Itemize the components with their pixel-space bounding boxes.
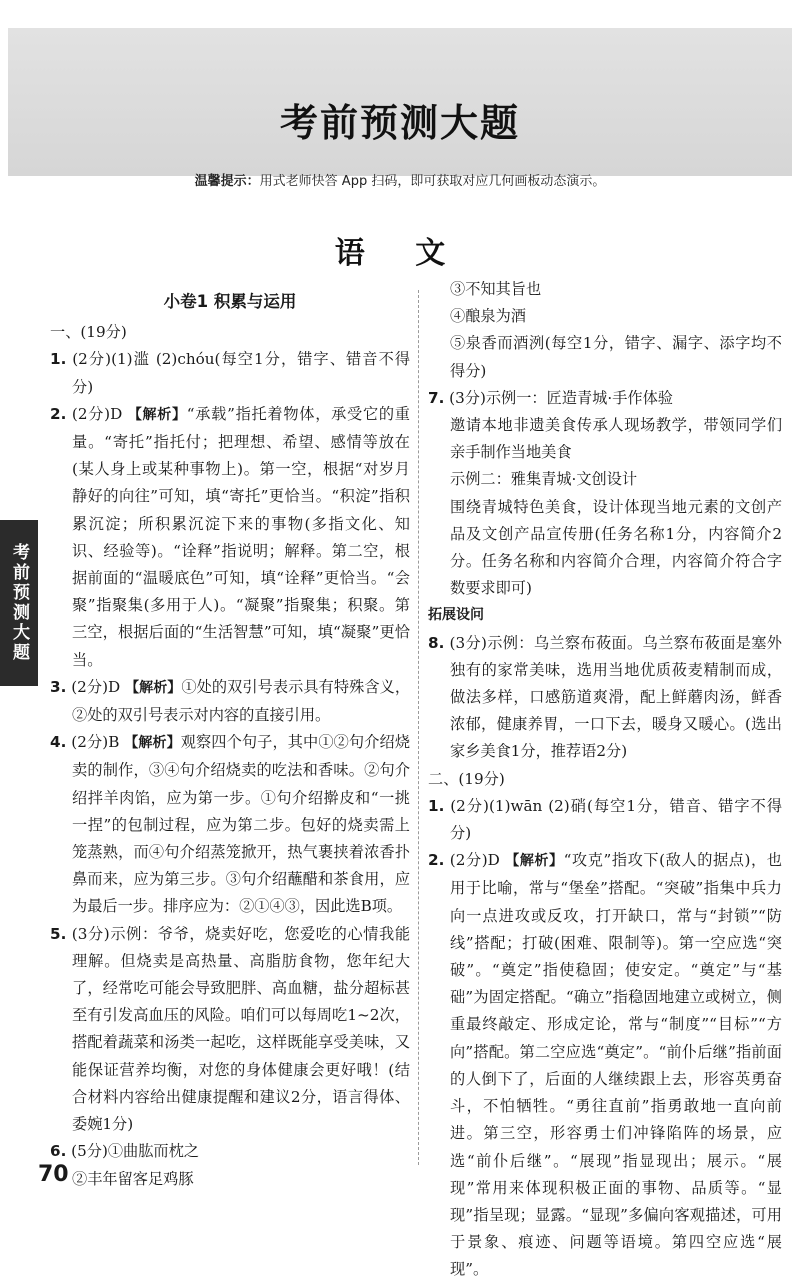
item-number: 6. (50, 1142, 67, 1161)
tip-label: 温馨提示： (194, 174, 260, 189)
answer-line: ⑤泉香而酒洌(每空1分，错字、漏字、添字均不得分) (450, 334, 782, 380)
header-banner (8, 28, 792, 189)
banner-tip (8, 170, 792, 189)
item-text: “承载”指托着物体，承受它的重量。“寄托”指托付；把理想、希望、感情等放在(某人身上或某种事物上)。第一空，根据“对岁月静好的向往”可知，填“寄托”更恰当。“积淀”指积累沉淀；所积累沉淀下来的事物(多指文化、知识、经验等)。“诠释”指说明；解释。第二空，根据前面的“温暖底色”可知，填“诠释”更恰当。“会聚”指聚集(多用于人)。“凝聚”指聚集；积聚。第三空，根据后面的“生活智慧”可知，填“凝聚”更恰当。 (72, 404, 410, 669)
answer-item (50, 729, 410, 920)
tip-text: 用式老师快答 App 扫码，即可获取对应几何画板动态演示。 (259, 174, 606, 189)
answer-item (50, 346, 410, 400)
analysis-tag: 【解析】 (505, 853, 564, 870)
answer-line: ②丰年留客足鸡豚 (72, 1169, 194, 1188)
answer-item (428, 385, 782, 412)
item-text: (3分)示例：爷爷，烧卖好吃，您爱吃的心情我能理解。但烧卖是高热量、高脂肪食物，您年纪大了，经常吃可能会导致肥胖、高血糖，盐分超标甚至有引发高血压的风险。咱们可以每周吃1~2次，搭配着蔬菜和汤类一起吃，这样既能享受美味，又能保证营养均衡，对您的身体健康会更好哦！(结合材料内容给出健康提醒和建议2分，语言得体、委婉1分) (71, 924, 411, 1134)
subject-title: 语 文 (334, 236, 466, 271)
part-two-label: 二、(19分) (428, 769, 505, 788)
item-score: (2分)B (71, 733, 125, 752)
section-title: 小卷1 积累与运用 (163, 292, 297, 311)
item-number: 2. (428, 851, 445, 870)
extension-heading: 拓展设问 (428, 607, 484, 624)
answer-line: ④酿泉为酒 (450, 307, 526, 326)
right-column (428, 276, 782, 1284)
analysis-tag: 【解析】 (124, 735, 181, 752)
answer-line: 围绕青城特色美食，设计体现当地元素的文创产品及文创产品宣传册(任务名称1分，内容简介2分。任务名称和内容简介合理，内容简介符合字数要求即可) (450, 497, 782, 598)
item-text: (5分)①曲肱而枕之 (71, 1142, 199, 1161)
item-number: 1. (50, 350, 67, 369)
item-number: 2. (50, 404, 67, 423)
answer-item (50, 401, 410, 674)
item-text: (2分)(1)滥 (2)chóu(每空1分，错字、错音不得分) (72, 350, 411, 396)
side-tab: 考前预测大题 (0, 520, 38, 686)
answer-item (50, 921, 410, 1139)
item-number: 5. (50, 924, 67, 943)
item-score: (2分)D (449, 851, 506, 870)
item-number: 3. (50, 677, 67, 696)
item-text: 观察四个句子，其中①②句介绍烧卖的制作，③④句介绍烧卖的吃法和香味。②句介绍拌羊肉馅，应为第一步。①句介绍擀皮和“一挑一捏”的包制过程，应为第二步。包好的烧卖需上笼蒸熟，而④句介绍蒸笼掀开，热气裹挟着浓香扑鼻而来，应为第三步。③句介绍蘸醋和茶食用，应为最后一步。排序应为：②①④③，因此选B项。 (72, 733, 411, 916)
item-text: (2分)(1)wān (2)硝(每空1分，错音、错字不得分) (450, 796, 783, 843)
item-score: (2分)D (71, 404, 128, 423)
answer-line: 邀请本地非遗美食传承人现场教学，带领同学们亲手制作当地美食 (450, 416, 782, 462)
answer-item (50, 674, 410, 729)
column-divider (418, 290, 419, 1165)
page-number: 70 (38, 1162, 69, 1187)
item-number: 8. (428, 633, 445, 652)
analysis-tag: 【解析】 (127, 406, 187, 423)
answer-item (428, 793, 782, 847)
item-text: (3分)示例一：匠造青城·手作体验 (449, 388, 673, 407)
item-text: (3分)示例：乌兰察布莜面。乌兰察布莜面是塞外独有的家常美味，选用当地优质莜麦精制而成，做法多样，口感筋道爽滑，配上鲜蘑肉汤，鲜香浓郁，健康养胃，一口下去，暖身又暖心。(选出家乡美食1分，推荐语2分) (449, 633, 782, 761)
answer-item (428, 630, 782, 766)
item-text: ①处的双引号表示具有特殊含义，②处的双引号表示对内容的直接引用。 (72, 677, 411, 725)
part-one-label: 一、(19分) (50, 323, 127, 342)
answer-line: 示例二：雅集青城·文创设计 (450, 470, 638, 489)
answer-line: ③不知其旨也 (450, 280, 542, 298)
item-number: 7. (428, 388, 445, 407)
item-number: 1. (428, 796, 445, 815)
item-text: “攻克”指攻下(敌人的据点)，也用于比喻，常与“堡垒”搭配。“突破”指集中兵力向一点进攻或反攻，打开缺口，常与“封锁”“防线”搭配；打破(困难、限制等)。第一空应选“突破”。“奠定”指使稳固；使安定。“奠定”与“基础”为固定搭配。“确立”指稳固地建立或树立，侧重最终敲定、形成定论，常与“制度”“目标”“方向”搭配。第二空应选“奠定”。“前仆后继”指前面的人倒下了，后面的人继续跟上去，形容英勇奋斗，不怕牺牲。“勇往直前”指勇敢地一直向前进。第三空，形容勇士们冲锋陷阵的场景，应选“前仆后继”。“展现”指显现出；展示。“展现”常用来体现积极正面的事物、品质等。“显现”指呈现；显露。“显现”多偏向客观描述，可用于景象、痕迹、问题等语境。第四空应选“展现”。 (450, 851, 782, 1279)
analysis-tag: 【解析】 (125, 679, 182, 696)
left-column (50, 282, 410, 1193)
banner-title: 考前预测大题 (279, 101, 520, 145)
item-score: (2分)D (71, 677, 126, 696)
answer-item (50, 1138, 410, 1165)
item-number: 4. (50, 733, 67, 752)
answer-item (428, 847, 782, 1283)
